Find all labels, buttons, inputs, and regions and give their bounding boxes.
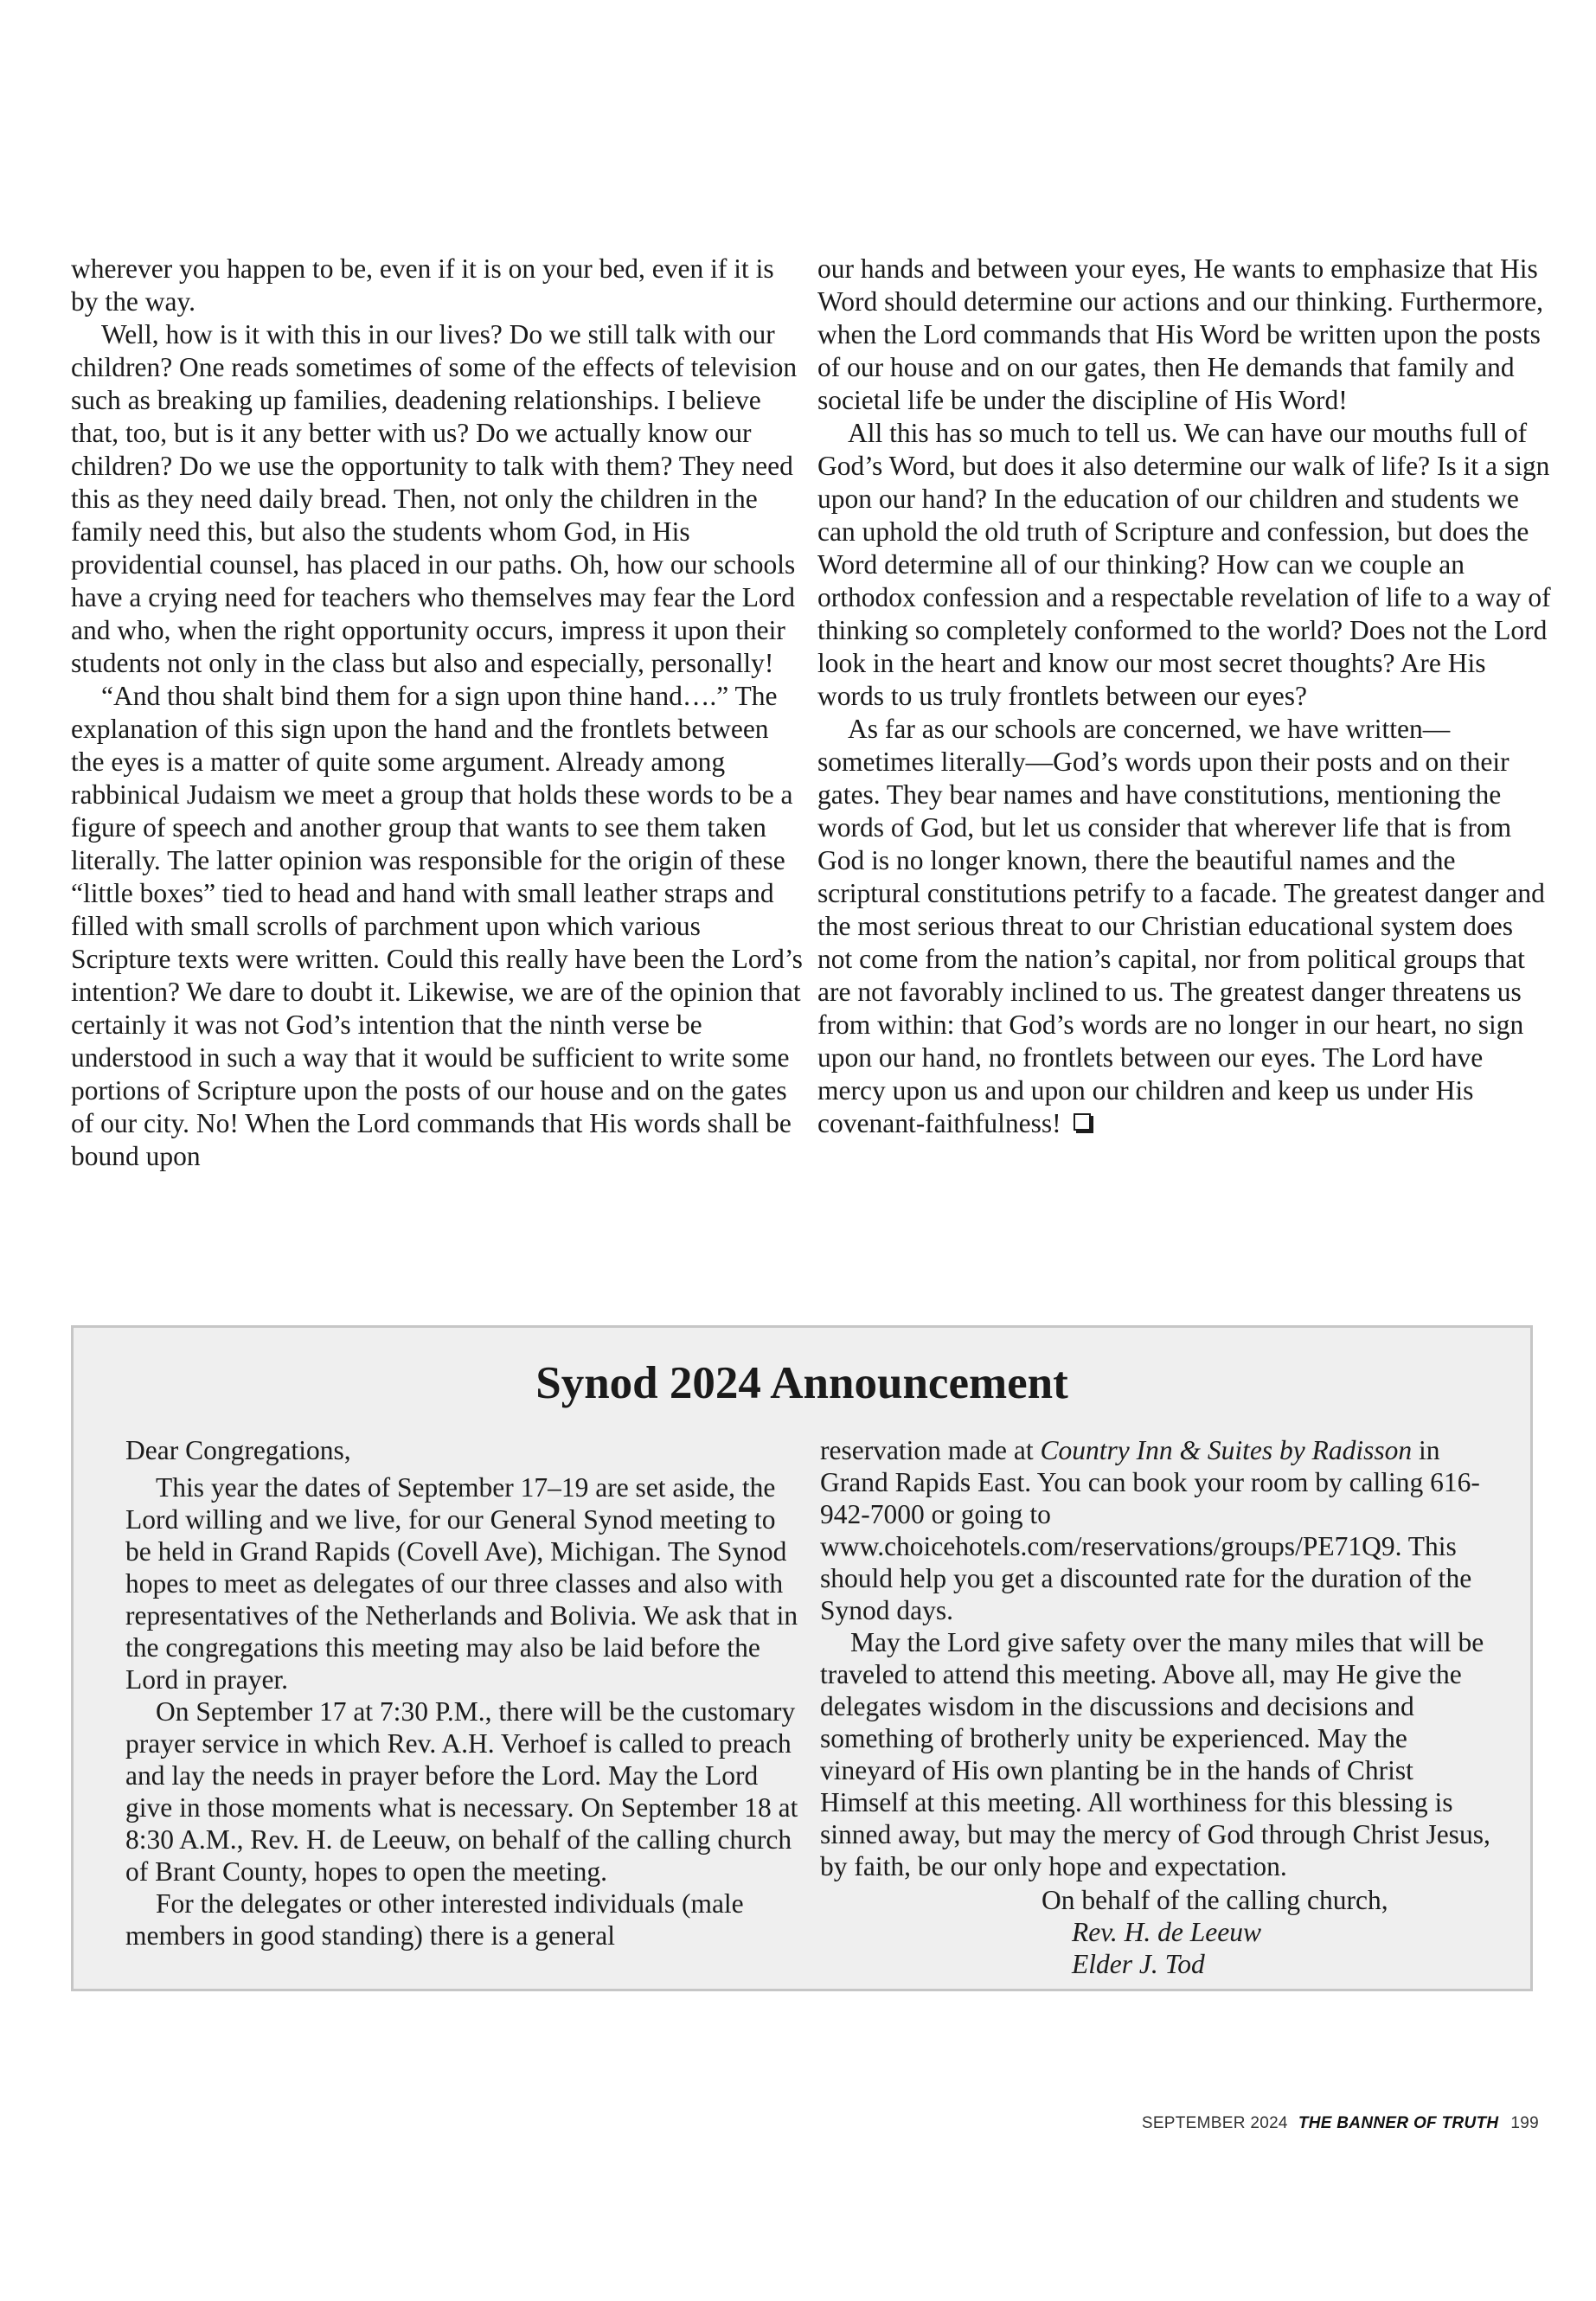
article-right-column	[817, 253, 1551, 1140]
announcement-right-column	[820, 1434, 1495, 1980]
article-paragraph: “And thou shalt bind them for a sign upon thine hand….” The explanation of this sign upon the hand and the frontlets between the eyes is a matter of quite some argument. Already among rabbinical Judaism we meet a group that holds these words to be a figure of speech and another group that wants to see them taken literally. The latter opinion was responsible for the origin of these “little boxes” tied to head and hand with small leather straps and filled with small scrolls of parchment upon which various Scripture texts were written. Could this really have been the Lord’s intention? We dare to doubt it. Likewise, we are of the opinion that certainly it was not God’s intention that the ninth verse be understood in such a way that it would be sufficient to write some portions of Scripture upon the posts of our house and on the gates of our city. No! When the Lord commands that His words shall be bound upon	[71, 681, 803, 1171]
announcement-title: Synod 2024 Announcement	[535, 1358, 1068, 1408]
synod-announcement-box	[71, 1325, 1533, 1991]
end-mark-icon	[1074, 1113, 1091, 1131]
signoff-line: On behalf of the calling church,	[1042, 1885, 1388, 1915]
article-paragraph: All this has so much to tell us. We can have our mouths full of God’s Word, but does it also determine our walk of life? Is it a sign upon our hand? In the education of our children and students we can uphold the old truth of Scripture and confession, but does the Word determine all of our thinking? How can we couple an orthodox confession and a respectable revelation of life to a way of thinking so completely conformed to the world? Does not the Lord look in the heart and know our most secret thoughts? Are His words to us truly frontlets between our eyes?	[817, 418, 1551, 711]
signoff-block	[820, 1884, 1495, 1980]
article-paragraph: Well, how is it with this in our lives? Do we still talk with our children? One reads sometimes of some of the effects of television such as breaking up families, deadening relationships. I believe that, too, but is it any better with us? Do we actually know our children? Do we use the opportunity to talk with them? They need this as they need daily bread. Then, not only the children in the family need this, but also the students whom God, in His providential counsel, has placed in our paths. Oh, how our schools have a crying need for teachers who themselves may fear the Lord and who, when the right opportunity occurs, impress it upon their students not only in the class but also and especially, personally!	[71, 319, 798, 678]
announcement-paragraph: On September 17 at 7:30 P.M., there will be the customary prayer service in which Rev. A.H. Verhoef is called to preach and lay the needs in prayer before the Lord. May the Lord give in those moments what is necessary. On September 18 at 8:30 A.M., Rev. H. de Leeuw, on behalf of the calling church of Brant County, hopes to open the meeting.	[125, 1696, 798, 1887]
hotel-name: Country Inn & Suites by Radisson	[1040, 1435, 1413, 1465]
announcement-paragraph: May the Lord give safety over the many miles that will be traveled to attend this meeting. Above all, may He give the delegates wisdom in the discussions and decisions and something of brotherly unity be experienced. May the vineyard of His own planting be in the hands of Christ Himself at this meeting. All worthiness for this blessing is sinned away, but may the mercy of God through Christ Jesus, by faith, be our only hope and expectation.	[820, 1627, 1490, 1881]
announcement-paragraph	[820, 1434, 1495, 1626]
reservation-text: reservation made at	[820, 1435, 1041, 1465]
article-paragraph: wherever you happen to be, even if it is on your bed, even if it is by the way.	[71, 253, 774, 317]
page-footer	[1142, 2114, 1539, 2133]
signatory: Rev. H. de Leeuw	[1072, 1917, 1261, 1947]
article-paragraph: our hands and between your eyes, He wants to emphasize that His Word should determine our actions and our thinking. Furthermore, when the Lord commands that His Word be written upon the posts of our house and on our gates, then He demands that family and societal life be under the discipline of His Word!	[817, 253, 1544, 415]
booking-text: in Grand Rapids East. You can book your room by calling 616-942-7000 or going to www.choicehotels.com/reservations/groups/PE71Q9. This should help you get a discounted rate for the duration of the Synod days.	[820, 1435, 1480, 1625]
footer-publication: THE BANNER OF TRUTH	[1298, 2114, 1499, 2132]
announcement-paragraph: This year the dates of September 17–19 are set aside, the Lord willing and we live, for our General Synod meeting to be held in Grand Rapids (Covell Ave), Michigan. The Synod hopes to meet as delegates of our three classes and also with representatives of the Netherlands and Bolivia. We ask that in the congregations this meeting may also be laid before the Lord in prayer.	[125, 1472, 798, 1695]
page-number: 199	[1510, 2114, 1539, 2132]
article-final-text: As far as our schools are concerned, we have written—sometimes literally—God’s words upon their posts and on their gates. They bear names and have constitutions, mentioning the words of God, but let us consider that wherever life that is from God is no longer known, there the beautiful names and the scriptural constitutions petrify to a facade. The greatest danger and the most serious threat to our Christian educational system does not come from the nation’s capital, nor from political groups that are not favorably inclined to us. The greatest danger threatens us from within: that God’s words are no longer in our heart, no sign upon our hand, no frontlets between our eyes. The Lord have mercy upon us and upon our children and keep us under His covenant-faithfulness!	[817, 714, 1545, 1138]
footer-date: SEPTEMBER 2024	[1141, 2114, 1288, 2132]
announcement-paragraph: For the delegates or other interested individuals (male members in good standing) there is a general	[125, 1888, 744, 1951]
article-left-column	[71, 253, 804, 1173]
announcement-left-column	[125, 1434, 800, 1952]
article-paragraph-final	[817, 713, 1551, 1140]
signatory: Elder J. Tod	[1072, 1949, 1205, 1979]
announcement-salutation: Dear Congregations,	[125, 1435, 351, 1465]
